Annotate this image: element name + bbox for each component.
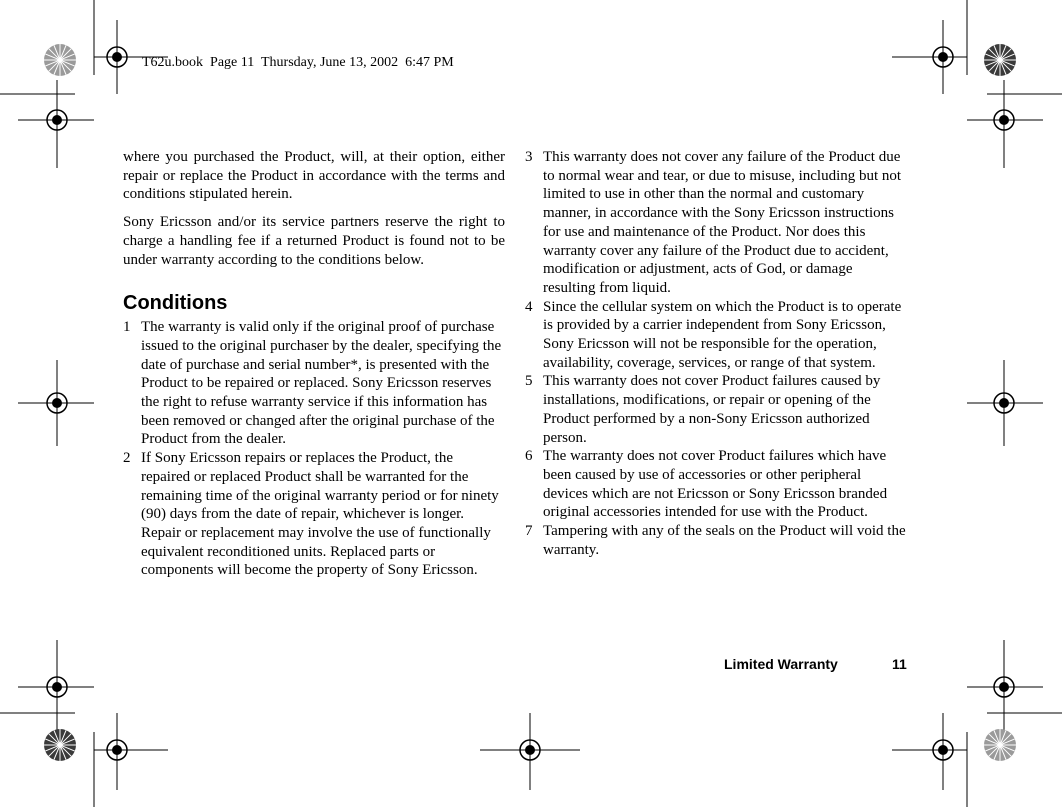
condition-item [525,522,907,559]
right-column [525,148,907,559]
color-target [984,44,1016,76]
condition-text: Since the cellular system on which the Product is to operate is provided by a carrier independent from Sony Ericsson, Sony Ericsson will not be responsible for the operation, availability, coverage, services, or range of that system. [543,298,902,371]
intro-paragraph: where you purchased the Product, will, at their option, either repair or replace the Product in accordance with the terms and conditions stipulated herein. [123,149,505,203]
condition-number: 1 [123,319,131,336]
condition-number: 7 [525,523,533,540]
condition-item [525,298,907,373]
condition-item [525,148,907,298]
condition-text: The warranty does not cover Product failures which have been caused by use of accessories or other peripheral devices which are not Ericsson or Sony Ericsson branded original accessories intended for use with the Product. [543,448,888,521]
color-target [44,44,76,76]
condition-text: If Sony Ericsson repairs or replaces the Product, the repaired or replaced Product shall be warranted for the remaining time of the original warranty period or for ninety (90) days from the date of repair, whichever is longer. Repair or replacement may involve the use of functionally equivalent reconditioned units. Replaced parts or components will become the property of Sony Ericsson. [141,450,499,579]
footer-section-title: Limited Warranty [724,656,838,672]
conditions-list-right [525,148,907,559]
condition-item [123,449,505,580]
condition-number: 3 [525,149,533,165]
condition-item [525,372,907,447]
condition-item [123,318,505,449]
color-target [44,729,76,761]
handling-fee-paragraph: Sony Ericsson and/or its service partners reserve the right to charge a handling fee if a returned Product is found not to be under warranty according to the conditions below. [123,214,505,268]
footer-page-number: 11 [892,656,907,672]
book-header: T62u.book Page 11 Thursday, June 13, 2002 6:47 PM [142,55,454,70]
condition-text: Tampering with any of the seals on the Product will void the warranty. [543,523,906,558]
condition-text: The warranty is valid only if the original proof of purchase issued to the original purchaser by the dealer, specifying the date of purchase and serial number*, is presented with the Product to be repaired or replaced. Sony Ericsson reserves the right to refuse warranty service if this information has been removed or changed after the original purchase of the Product from the dealer. [141,319,502,448]
condition-text: This warranty does not cover Product failures caused by installations, modifications, or repair or opening of the Product performed by a non-Sony Ericsson authorized person. [543,373,881,446]
condition-number: 4 [525,298,533,315]
color-target [984,729,1016,761]
condition-text: This warranty does not cover any failure of the Product due to normal wear and tear, or due to misuse, including but not limited to use in other than the normal and customary manner, in accordance with the Sony Ericsson instructions for use and maintenance of the Product. Nor does this warranty cover any failure of the Product due to accident, modification or adjustment, acts of God, or damage resulting from liquid. [543,149,902,296]
condition-item [525,447,907,522]
condition-number: 2 [123,450,131,467]
condition-number: 5 [525,373,533,390]
condition-number: 6 [525,448,533,465]
left-column [123,148,505,580]
conditions-list-left [123,318,505,580]
conditions-heading: Conditions [123,292,228,315]
